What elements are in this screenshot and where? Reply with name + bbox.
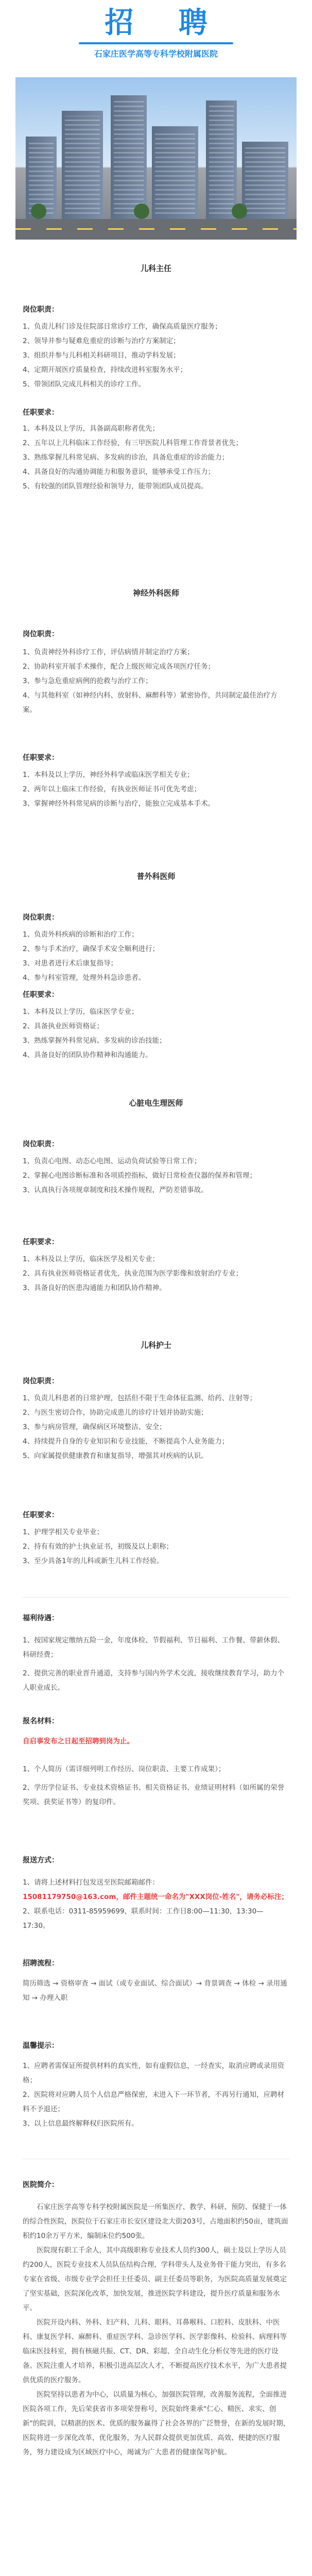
list-item: 2、与医生密切合作，协助完成患儿的诊疗计划并协助实施； — [23, 1409, 208, 1417]
list-item: 5、向家属提供健康教育和康复指导，增强其对疾病的认识。 — [23, 1452, 208, 1460]
duties-heading: 岗位职责： — [23, 306, 59, 314]
list-item: 1、负责儿科门诊及住院部日常诊疗工作，确保高质量医疗服务； — [23, 323, 222, 331]
list-item: 3、以上信息最终解释权归医院所有。 — [23, 2120, 138, 2128]
benefits-list — [23, 1633, 290, 1695]
requirements-heading: 任职要求： — [23, 1511, 59, 1519]
list-item: 1、本科及以上学历，临床医学专业； — [23, 1008, 138, 1016]
list-item: 2、具备执业医师资格证； — [23, 1022, 104, 1030]
duties-heading: 岗位职责： — [23, 913, 59, 922]
list-item: 3、具备良好的医患沟通能力和团队协作精神。 — [23, 1284, 166, 1292]
tree-shape — [232, 204, 247, 219]
list-item: 3、参与病房管理，确保病区环境整洁、安全； — [23, 1423, 166, 1431]
tree-shape — [31, 204, 46, 219]
duties-heading: 岗位职责： — [23, 1377, 59, 1385]
hospital-photo — [15, 77, 297, 240]
list-item: 2、掌握心电图诊断标准和各项质控指标，做好日常检查仪器的保养和管理； — [23, 1172, 257, 1180]
list-item: 4、持续提升自身的专业知识和专业技能，不断提高个人业务能力； — [23, 1437, 229, 1446]
list-item: 1、按国家规定缴纳五险一金，年度体检、节假福利、节日福利、工作餐、带薪休假、科研经费； — [23, 1636, 285, 1659]
job-title: 儿科护士 — [140, 1341, 171, 1350]
building-shape — [62, 111, 103, 219]
hospital-name: 石家庄医学高等专科学校附属医院 — [94, 49, 218, 59]
duties-heading: 岗位职责： — [23, 1140, 59, 1148]
list-item: 1、负责外科疾病的诊断和治疗工作； — [23, 930, 138, 939]
duties-list — [23, 1391, 290, 1463]
list-item: 2、具有执业医师资格证者优先，执业范围为医学影像和放射治疗专业； — [23, 1269, 243, 1278]
intro-paragraph: 医院坚持以患者为中心，以质量为核心，加强医院管理，改善服务流程，全面推进医院各项工作，先后荣获省市多项荣誉称号，医院始终秉承"仁心、精医、求实、创新"的院训，以精湛的医术、优质的服务赢得了社会各界的广泛赞誉，在新的发展时期，医院将进一步深化改革，优化服务，为人民群众提供更加优质、高效、便捷的医疗服务，努力建设成为区域医疗中心，竭诚为广大患者的健康保驾护航。 — [23, 2391, 290, 2456]
page-title: 招 聘 — [105, 6, 225, 40]
header — [0, 0, 312, 62]
intro-heading: 医院简介： — [23, 2181, 59, 2189]
contact-list — [23, 1875, 290, 1933]
contact-heading: 报送方式： — [23, 1856, 59, 1865]
intro-paragraph: 石家庄医学高等专科学校附属医院是一所集医疗、教学、科研、预防、保健于一体的综合性医院，医院位于石家庄市长安区建设北大街203号，占地面积约50亩，建筑面积约10余万平方米，编制床位约500张。 — [23, 2203, 288, 2240]
list-item: 1、应聘者需保证所提供材料的真实性，如有虚假信息，一经查实，取消应聘或录用资格； — [23, 2062, 285, 2084]
list-item: 4、具备良好的沟通协调能力和服务意识，能够承受工作压力； — [23, 468, 215, 476]
benefits-heading: 福利待遇： — [23, 1614, 59, 1622]
building-shape — [206, 100, 237, 219]
list-item: 1、负责心电图、动态心电图、运动负荷试验等日常工作； — [23, 1157, 201, 1165]
duties-list — [23, 927, 290, 985]
list-item: 1、本科及以上学历，神经外科学或临床医学相关专业； — [23, 771, 194, 779]
building-shape — [111, 95, 147, 219]
job-title: 儿科主任 — [140, 264, 171, 273]
list-item: 2、学历学位证书、专业技术资格证书、相关资格证书、业绩证明材料（如所属的荣誉奖项、获奖证书等）的复印件。 — [23, 1784, 285, 1806]
duties-list — [23, 645, 290, 717]
requirements-list — [23, 1252, 290, 1295]
requirements-heading: 任职要求： — [23, 991, 59, 999]
list-item: 5、带领团队完成儿科相关的诊疗工作。 — [23, 380, 146, 388]
subtitle-block — [79, 42, 233, 59]
process-heading: 招聘流程： — [23, 1959, 59, 1968]
intro-paragraph: 医院现有职工千余人，其中高级职称专业技术人员约300人，硕士及以上学历人员约200人，医院专业技术人员队伍结构合理，学科带头人及业务骨干能力突出，有多名专家在省级、市级专业学会担任主任委员、副主任委员等职务，为医院高质量发展奠定了坚实基础，医院深化改革，加快发展，推进医院学科建设，提升医疗质量和服务水平。 — [23, 2246, 287, 2312]
deadline-notice: 自启事发布之日起至招聘到岗为止。 — [23, 1737, 134, 1745]
list-item: 4、参与科室管理，处理外科急诊患者。 — [23, 974, 146, 982]
notes-heading: 温馨提示： — [23, 2042, 59, 2050]
list-item: 2、持有有效的护士执业证书，初级及以上职称； — [23, 1543, 174, 1551]
job-title: 心脏电生理医师 — [129, 1098, 183, 1108]
list-item: 2、五年以上儿科临床工作经验，有三甲医院儿科管理工作背景者优先； — [23, 439, 243, 447]
list-item: 3、熟练掌握外科常见病、多发病的诊治技能； — [23, 1037, 166, 1045]
building-shape — [152, 126, 198, 219]
list-item: 3、对患者进行术后康复指导； — [23, 959, 118, 968]
title-underline — [79, 42, 233, 44]
process-text: 简历筛选 → 资格审查 → 面试（或专业面试、综合面试）→ 背景调查 → 体检 → 录用通知 → 办理入职 — [23, 1979, 287, 2002]
email-address[interactable]: 15081179750@163.com，邮件主题统一命名为"XXX岗位-姓名"，请务必标注； — [23, 1893, 288, 1901]
list-item: 1、请将上述材料打包发送至医院邮箱邮件： — [23, 1878, 160, 1887]
divider — [23, 1597, 289, 1598]
list-item: 2、提供完善的职业晋升通道，支持参与国内外学术交流，接收继续教育学习，助力个人职业成长。 — [23, 1669, 285, 1692]
intro-text — [23, 2200, 290, 2460]
duties-list — [23, 319, 290, 392]
list-item: 2、两年以上临床工作经验，有执业医师证书可优先考虑； — [23, 785, 201, 793]
list-item: 1、个人简历（需详细列明工作经历、岗位职责、主要工作成果）； — [23, 1765, 226, 1773]
list-item: 3、认真执行各项规章制度和技术操作规程，严防差错事故。 — [23, 1186, 208, 1194]
list-item: 2、领导并参与疑难危重症的诊断与治疗方案制定； — [23, 337, 180, 345]
duties-heading: 岗位职责： — [23, 630, 59, 638]
list-item: 5、有较强的团队管理经验和领导力，能带领团队成员提高。 — [23, 482, 208, 490]
list-item: 3、组织并参与儿科相关科研项目，推动学科发展； — [23, 351, 180, 360]
list-item: 2、协助科室开展手术操作，配合上级医师完成各项医疗任务； — [23, 663, 215, 671]
requirements-heading: 任职要求： — [23, 1238, 59, 1246]
materials-list — [23, 1762, 290, 1809]
list-item: 4、具备良好的团队协作精神和沟通能力。 — [23, 1051, 152, 1059]
requirements-list — [23, 421, 290, 494]
job-title: 普外科医师 — [136, 872, 176, 881]
list-item: 2、联系电话：0311-85959699，联系时间：工作日8:00—11:30，13:30—17:30。 — [23, 1907, 264, 1930]
road-shape — [15, 219, 297, 240]
requirements-heading: 任职要求： — [23, 754, 59, 762]
list-item: 1、护理学相关专业毕业； — [23, 1528, 104, 1536]
materials-heading: 报名材料： — [23, 1717, 59, 1725]
requirements-heading: 任职要求： — [23, 409, 59, 417]
list-item: 1、本科及以上学历，临床医学及相关专业； — [23, 1255, 160, 1263]
list-item: 4、与其他科室（如神经内科、放射科、麻醉科等）紧密协作，共同制定最佳治疗方案。 — [23, 691, 278, 714]
list-item: 1、负责儿科患者的日常护理，包括但不限于生命体征监测、给药、注射等； — [23, 1394, 257, 1402]
tree-shape — [134, 204, 149, 219]
duties-list — [23, 1154, 290, 1197]
list-item: 1、本科及以上学历，具备副高职称者优先； — [23, 425, 160, 433]
list-item: 2、医院将对应聘人员个人信息严格保密，未进入下一环节者，不再另行通知，应聘材料不予退还； — [23, 2091, 285, 2113]
job-title: 神经外科医师 — [132, 588, 179, 598]
list-item: 1、负责神经外科诊疗工作，评估病情并制定治疗方案； — [23, 648, 194, 656]
requirements-list — [23, 768, 290, 811]
intro-paragraph: 医院开设内科、外科、妇产科、儿科、眼科、耳鼻喉科、口腔科、皮肤科、中医科、康复医学科、麻醉科、重症医学科、急诊医学科、医学影像科、检验科、病理科等临床医技科室，拥有核磁共振、CT、DR、彩超、全自动生化分析仪等先进的医疗设备。医院注重人才培养，积极引进高层次人才，不断提高医疗技术水平，为广大患者提供优质的医疗服务。 — [23, 2318, 287, 2384]
list-item: 3、至少具备1年的儿科或新生儿科工作经验。 — [23, 1557, 164, 1565]
requirements-list — [23, 1005, 290, 1062]
notes-list — [23, 2059, 290, 2131]
building-shape — [242, 142, 288, 219]
list-item: 3、掌握神经外科常见病的诊断与治疗，能独立完成基本手术。 — [23, 800, 215, 808]
requirements-list — [23, 1525, 290, 1568]
list-item: 3、参与急危重症病例的抢救与治疗工作； — [23, 677, 152, 685]
list-item: 4、定期开展医疗质量检查，持续改进科室服务水平； — [23, 366, 187, 374]
list-item: 3、熟练掌握儿科常见病、多发病的诊治，具备危重症的诊治能力； — [23, 453, 229, 462]
list-item: 2、参与手术治疗，确保手术安全顺利进行； — [23, 945, 160, 953]
